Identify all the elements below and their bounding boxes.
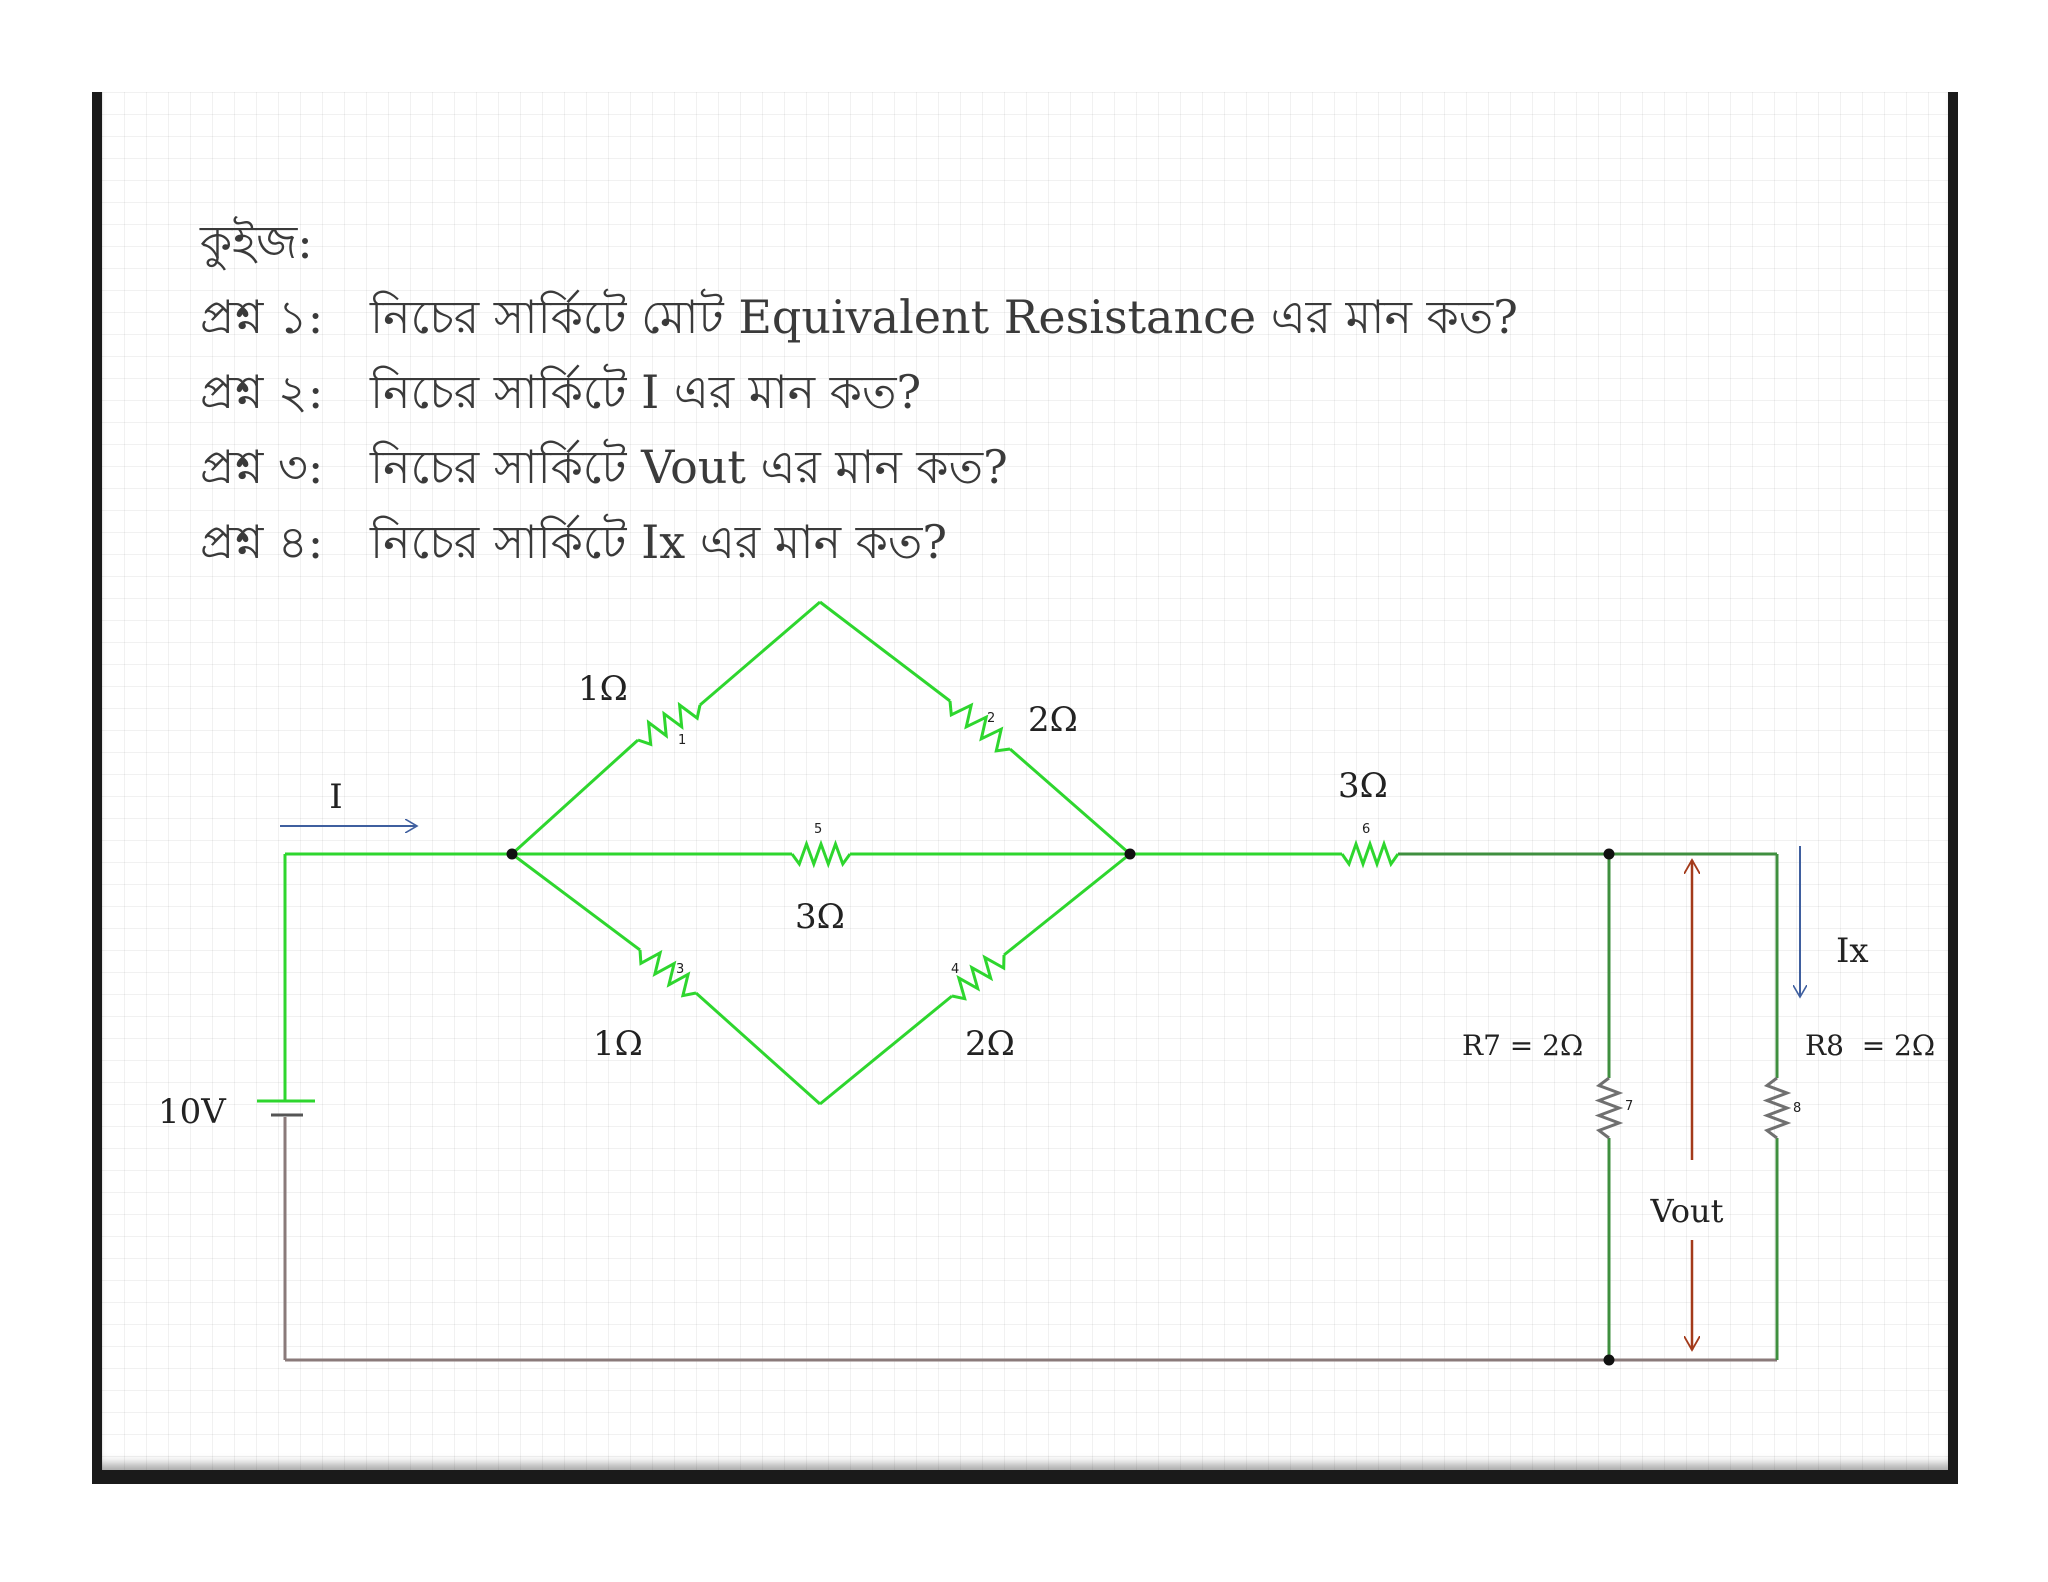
vout-label: Vout [1650,1192,1724,1230]
return-wire [285,1117,1777,1360]
resistor-4-value: 2Ω [965,1024,1015,1064]
resistor-6-zigzag [1342,844,1398,864]
question-2-label: প্রশ্ন ২: [200,365,324,419]
junction-dots [507,849,1615,1366]
question-2-text: নিচের সার্কিটে I এর মান কত? [370,365,922,419]
output-wires [1398,854,1777,1360]
ix-label-text: Ix [1836,931,1869,971]
resistor-8-value: R8 = 2Ω [1805,1029,1936,1062]
question-3-label: প্রশ্ন ৩: [200,440,324,494]
question-4-label: প্রশ্ন ৪: [200,515,324,569]
question-1-label: প্রশ্ন ১: [200,290,324,344]
main-wires [285,602,1342,1104]
resistor-7-index: 7 [1625,1099,1634,1114]
resistor-1-value: 1Ω [578,669,628,709]
resistor-4-zigzag [952,955,1004,999]
resistor-4-index: 4 [951,962,960,977]
resistor-2-zigzag [950,701,1010,751]
resistor-1-index: 1 [678,733,687,748]
source-label: 10V [158,1092,226,1132]
resistor-8-zigzag [1767,1078,1787,1138]
resistor-6-value: 3Ω [1338,766,1388,806]
question-3-text: নিচের সার্কিটে Vout এর মান কত? [370,440,1008,494]
resistor-6-index: 6 [1362,822,1371,837]
question-1-text: নিচের সার্কিটে মোট Equivalent Resistance এর মান কত? [370,290,1518,344]
current-label-i: I [329,777,343,817]
resistor-5-zigzag [792,844,850,864]
resistor-8-index: 8 [1793,1101,1802,1116]
resistor-1-zigzag [638,705,700,744]
battery-symbol [257,1101,315,1115]
resistor-3-value: 1Ω [593,1024,643,1064]
resistor-7-zigzag [1599,1078,1619,1138]
current-label-ix [1836,931,1869,971]
resistor-2-index: 2 [987,711,996,726]
resistor-5-index: 5 [814,822,823,837]
resistor-3-index: 3 [676,962,685,977]
quiz-heading: কুইজ: [200,215,313,269]
question-4-text: নিচের সার্কিটে Ix এর মান কত? [370,515,948,569]
resistor-7-value: R7 = 2Ω [1462,1029,1584,1062]
resistor-3-zigzag [640,950,696,996]
resistor-5-value: 3Ω [795,897,845,937]
resistor-2-value: 2Ω [1028,700,1078,740]
